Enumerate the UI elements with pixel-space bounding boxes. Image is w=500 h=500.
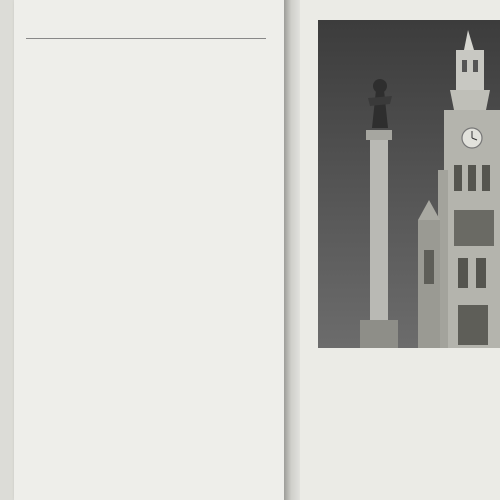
town-hall-photo	[318, 20, 500, 348]
divider	[26, 38, 266, 39]
table-of-contents	[26, 36, 266, 42]
town-hall-tower-image	[318, 20, 500, 348]
left-page	[14, 0, 288, 500]
